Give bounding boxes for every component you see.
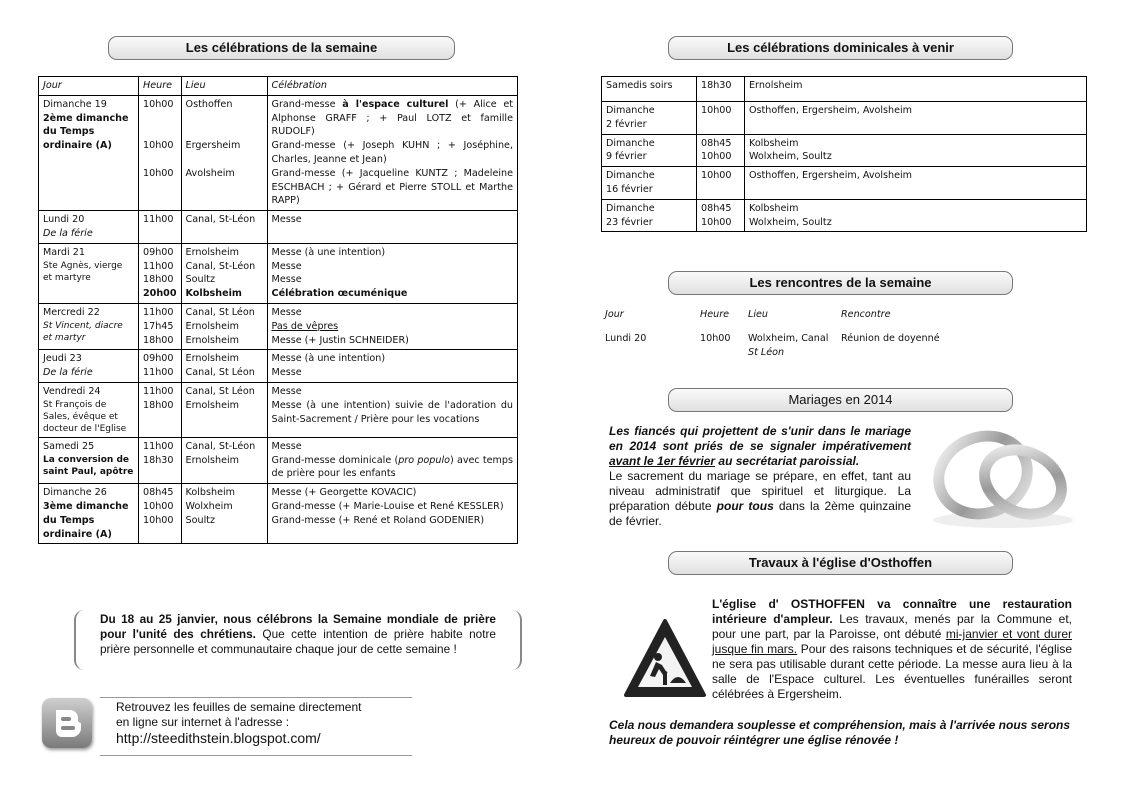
col-header-lieu: Lieu	[181, 77, 267, 96]
col-header-heure: Heure	[700, 309, 730, 320]
row-place: Avolsheim	[185, 167, 235, 179]
row-day: Dimanche	[606, 170, 655, 182]
row-day-note: St François de Sales, évêque et docteur de l'Eglise	[43, 399, 127, 434]
col-header-jour: Jour	[605, 309, 624, 320]
row-celebration: Grand-messe (+ Jacqueline KUNTZ ; Madeleine ESCHBACH ; + Gérard et Pierre STOLL et Marthe RAPP)	[271, 167, 513, 207]
row-place: Ernolsheim	[185, 334, 239, 346]
prayer-week-box	[74, 610, 522, 670]
prayer-week-text: Du 18 au 25 janvier, nous célébrons la Semaine mondiale de prière pour l'unité des chrétiens. Que cette intention de prière habite notre prière personnelle et communautaire chaque jour de cette semaine !	[100, 612, 496, 656]
row-time: 09h00	[143, 353, 174, 365]
row-day: Mercredi 22	[43, 306, 100, 318]
table-row	[39, 95, 518, 210]
row-place: St Léon	[748, 346, 785, 358]
row-time: 18h30	[697, 77, 745, 102]
row-day: Mardi 21	[43, 246, 85, 258]
table-header-row	[39, 77, 518, 96]
row-time: 11h00	[143, 306, 174, 318]
weddings-title: Mariages en 2014	[668, 388, 1013, 412]
row-celebration: Grand-messe (+ René et Roland GODENIER)	[271, 514, 485, 526]
table-row	[39, 437, 518, 483]
row-place: Ernolsheim	[185, 353, 239, 365]
col-header-heure: Heure	[139, 77, 182, 96]
row-day: Dimanche 26	[43, 487, 107, 499]
table-row	[602, 199, 1087, 232]
row-place: Soultz	[185, 514, 216, 526]
row-celebration: Pas de vêpres	[271, 320, 339, 332]
table-row	[39, 484, 518, 544]
col-header-rencontre: Rencontre	[841, 309, 891, 320]
row-place: Osthoffen, Ergersheim, Avolsheim	[745, 102, 1087, 135]
row-place: Kolbsheim	[749, 137, 799, 149]
row-time: 11h00	[139, 211, 182, 244]
row-time: 10h00	[143, 500, 174, 512]
row-day-note: St Vincent, diacre et martyr	[43, 320, 123, 343]
row-celebration: Messe	[271, 274, 302, 286]
row-place: Wolxheim, Soultz	[749, 151, 832, 163]
row-day: Samedi 25	[43, 440, 95, 452]
row-celebration: Messe	[271, 440, 302, 452]
table-row	[39, 303, 518, 349]
row-time: 11h00	[143, 385, 174, 397]
meetings-header-row	[601, 306, 1001, 324]
sundays-title: Les célébrations dominicales à venir	[668, 36, 1013, 60]
row-place: Canal, St Léon	[185, 385, 255, 397]
col-header-jour: Jour	[39, 77, 139, 96]
row-time: 08h45	[701, 137, 732, 149]
row-time: 09h00	[143, 246, 174, 258]
row-time: 20h00	[143, 288, 177, 300]
wedding-rings-image	[928, 420, 1078, 530]
row-celebration: Grand-messe (+ Marie-Louise et René KESSLER)	[271, 500, 504, 512]
blog-divider-bottom	[100, 755, 412, 756]
row-date: 23 février	[606, 216, 653, 228]
row-day-note: La conversion de saint Paul, apôtre	[43, 454, 134, 477]
row-day: Dimanche	[606, 137, 655, 149]
meetings-title: Les rencontres de la semaine	[668, 271, 1013, 295]
row-time: 10h00	[700, 332, 731, 344]
row-time: 18h00	[143, 334, 174, 346]
table-row	[602, 77, 1087, 102]
row-time: 08h45	[701, 202, 732, 214]
table-row	[602, 167, 1087, 200]
row-place: Ernolsheim	[185, 246, 239, 258]
row-date: 2 février	[606, 118, 647, 130]
row-time: 10h00	[143, 514, 174, 526]
row-place: Wolxheim, Soultz	[749, 216, 832, 228]
row-place: Osthoffen	[185, 98, 233, 110]
row-celebration: Messe	[267, 211, 517, 244]
weddings-text	[609, 424, 911, 529]
row-place: Kolbsheim	[185, 288, 242, 300]
row-time: 10h00	[143, 140, 174, 152]
row-celebration: Grand-messe à l'espace culturel (+ Alice et Alphonse GRAFF ; + Paul LOTZ et famille RUDOLF)	[271, 98, 514, 138]
blog-divider-top	[100, 697, 412, 698]
row-celebration: Grand-messe dominicale (pro populo) avec temps de prière pour les enfants	[271, 454, 513, 480]
row-time: 11h00	[143, 440, 174, 452]
row-day: Jeudi 23	[43, 353, 82, 365]
row-date: 16 février	[606, 183, 653, 195]
weddings-para-2: Le sacrement du mariage se prépare, en effet, tant au niveau administratif que spirituel et liturgique. La préparation débute pour tous dans la 2ème quinzaine de février.	[609, 469, 911, 528]
works-text: L'église d' OSTHOFFEN va connaître une restauration intérieure d'ampleur. Les travaux, menés par la Commune et, pour une part, par la Paroisse, ont débuté mi-janvier et vont durer jusque fin mars. Pour des raisons techniques et de sécurité, l'église ne sera pas utilisable durant cette période. La messe aura lieu à la salle de l'Espace culturel. Les éventuelles funérailles seront célébrées à Ergersheim.	[712, 597, 1073, 701]
row-celebration: Messe (à une intention)	[271, 353, 386, 365]
row-place: Kolbsheim	[749, 202, 799, 214]
row-day: Dimanche 19	[43, 98, 107, 110]
col-header-celebration: Célébration	[267, 77, 517, 96]
row-celebration: Messe (à une intention) suivie de l'adoration du Saint-Sacrement / Prière pour les vocations	[271, 399, 513, 425]
blogger-icon[interactable]	[42, 698, 92, 748]
row-celebration: Messe (+ Justin SCHNEIDER)	[271, 334, 409, 346]
celebrations-table	[38, 76, 518, 544]
sundays-table	[601, 76, 1087, 232]
row-day: Samedis soirs	[602, 77, 697, 102]
row-day-note: De la férie	[43, 367, 93, 379]
col-header-lieu: Lieu	[748, 309, 768, 320]
works-title: Travaux à l'église d'Osthoffen	[668, 551, 1013, 575]
table-row	[39, 211, 518, 244]
table-row	[39, 382, 518, 437]
row-celebration: Messe (+ Georgette KOVACIC)	[271, 487, 417, 499]
row-place: Ergersheim	[185, 140, 241, 152]
meetings-table	[601, 306, 1001, 361]
row-time: 10h00	[697, 102, 745, 135]
row-place: Canal, St Léon	[185, 367, 255, 379]
weddings-para-1: Les fiancés qui projettent de s'unir dans le mariage en 2014 sont priés de se signaler impérativement avant le 1er février au secrétariat paroissial.	[609, 424, 911, 468]
row-day-note: 2ème dimanche du Temps ordinaire (A)	[43, 112, 129, 152]
row-place: Osthoffen, Ergersheim, Avolsheim	[745, 167, 1087, 200]
row-place: Canal, St Léon	[185, 306, 255, 318]
row-time: 18h00	[143, 399, 174, 411]
row-day: Lundi 20	[43, 214, 85, 226]
row-celebration: Messe	[271, 306, 302, 318]
row-place: Canal, St-Léon	[181, 211, 267, 244]
row-day: Dimanche	[606, 105, 655, 116]
roadwork-sign-icon	[622, 617, 708, 703]
row-celebration: Célébration œcuménique	[271, 288, 408, 300]
row-time: 10h00	[697, 167, 745, 200]
row-time: 18h00	[143, 274, 174, 286]
row-day-note: 3ème dimanche du Temps ordinaire (A)	[43, 500, 129, 540]
row-place: Ernolsheim	[745, 77, 1087, 102]
row-celebration: Messe	[271, 367, 302, 379]
blog-line-1: Retrouvez les feuilles de semaine directement	[116, 700, 362, 714]
row-place: Canal, St-Léon	[185, 260, 256, 272]
row-place: Wolxheim	[185, 500, 233, 512]
blog-line-2: en ligne sur internet à l'adresse :	[116, 715, 290, 729]
row-place: Ernolsheim	[185, 320, 239, 332]
row-time: 11h00	[143, 367, 174, 379]
row-day: Vendredi 24	[43, 385, 101, 397]
row-place: Wolxheim, Canal	[748, 332, 829, 344]
row-day: Dimanche	[606, 202, 655, 214]
table-row	[602, 134, 1087, 167]
row-time: 10h00	[701, 151, 732, 163]
row-time: 10h00	[143, 98, 174, 110]
row-time: 10h00	[701, 216, 732, 228]
row-place: Ernolsheim	[185, 399, 239, 411]
table-row	[39, 350, 518, 383]
row-day: Lundi 20	[605, 332, 647, 344]
row-place: Canal, St-Léon	[185, 440, 256, 452]
row-place: Ernolsheim	[185, 454, 239, 466]
row-celebration: Messe (à une intention)	[271, 246, 386, 258]
row-place: Kolbsheim	[185, 487, 235, 499]
row-celebration: Messe	[271, 385, 302, 397]
row-place: Soultz	[185, 274, 216, 286]
row-time: 18h30	[143, 454, 174, 466]
table-row	[39, 243, 518, 303]
row-day-note: Ste Agnès, vierge et martyre	[43, 260, 123, 283]
row-time: 11h00	[143, 260, 174, 272]
table-row	[601, 324, 1001, 362]
row-celebration: Grand-messe (+ Joseph KUHN ; + Joséphine, Charles, Jeanne et Jean)	[271, 140, 513, 165]
table-row	[602, 102, 1087, 135]
row-time: 08h45	[143, 487, 174, 499]
works-closing: Cela nous demandera souplesse et compréhension, mais à l'arrivée nous serons heureux de pouvoir réintégrer une église rénovée !	[609, 718, 1071, 747]
row-time: 10h00	[143, 167, 174, 179]
row-date: 9 février	[606, 151, 647, 163]
row-celebration: Messe	[271, 260, 302, 272]
row-time: 17h45	[143, 320, 174, 332]
row-meeting: Réunion de doyenné	[841, 332, 940, 344]
celebrations-week-title: Les célébrations de la semaine	[108, 36, 455, 60]
blog-url-link[interactable]: http://steedithstein.blogspot.com/	[116, 730, 321, 746]
row-day-note: De la férie	[43, 227, 93, 239]
